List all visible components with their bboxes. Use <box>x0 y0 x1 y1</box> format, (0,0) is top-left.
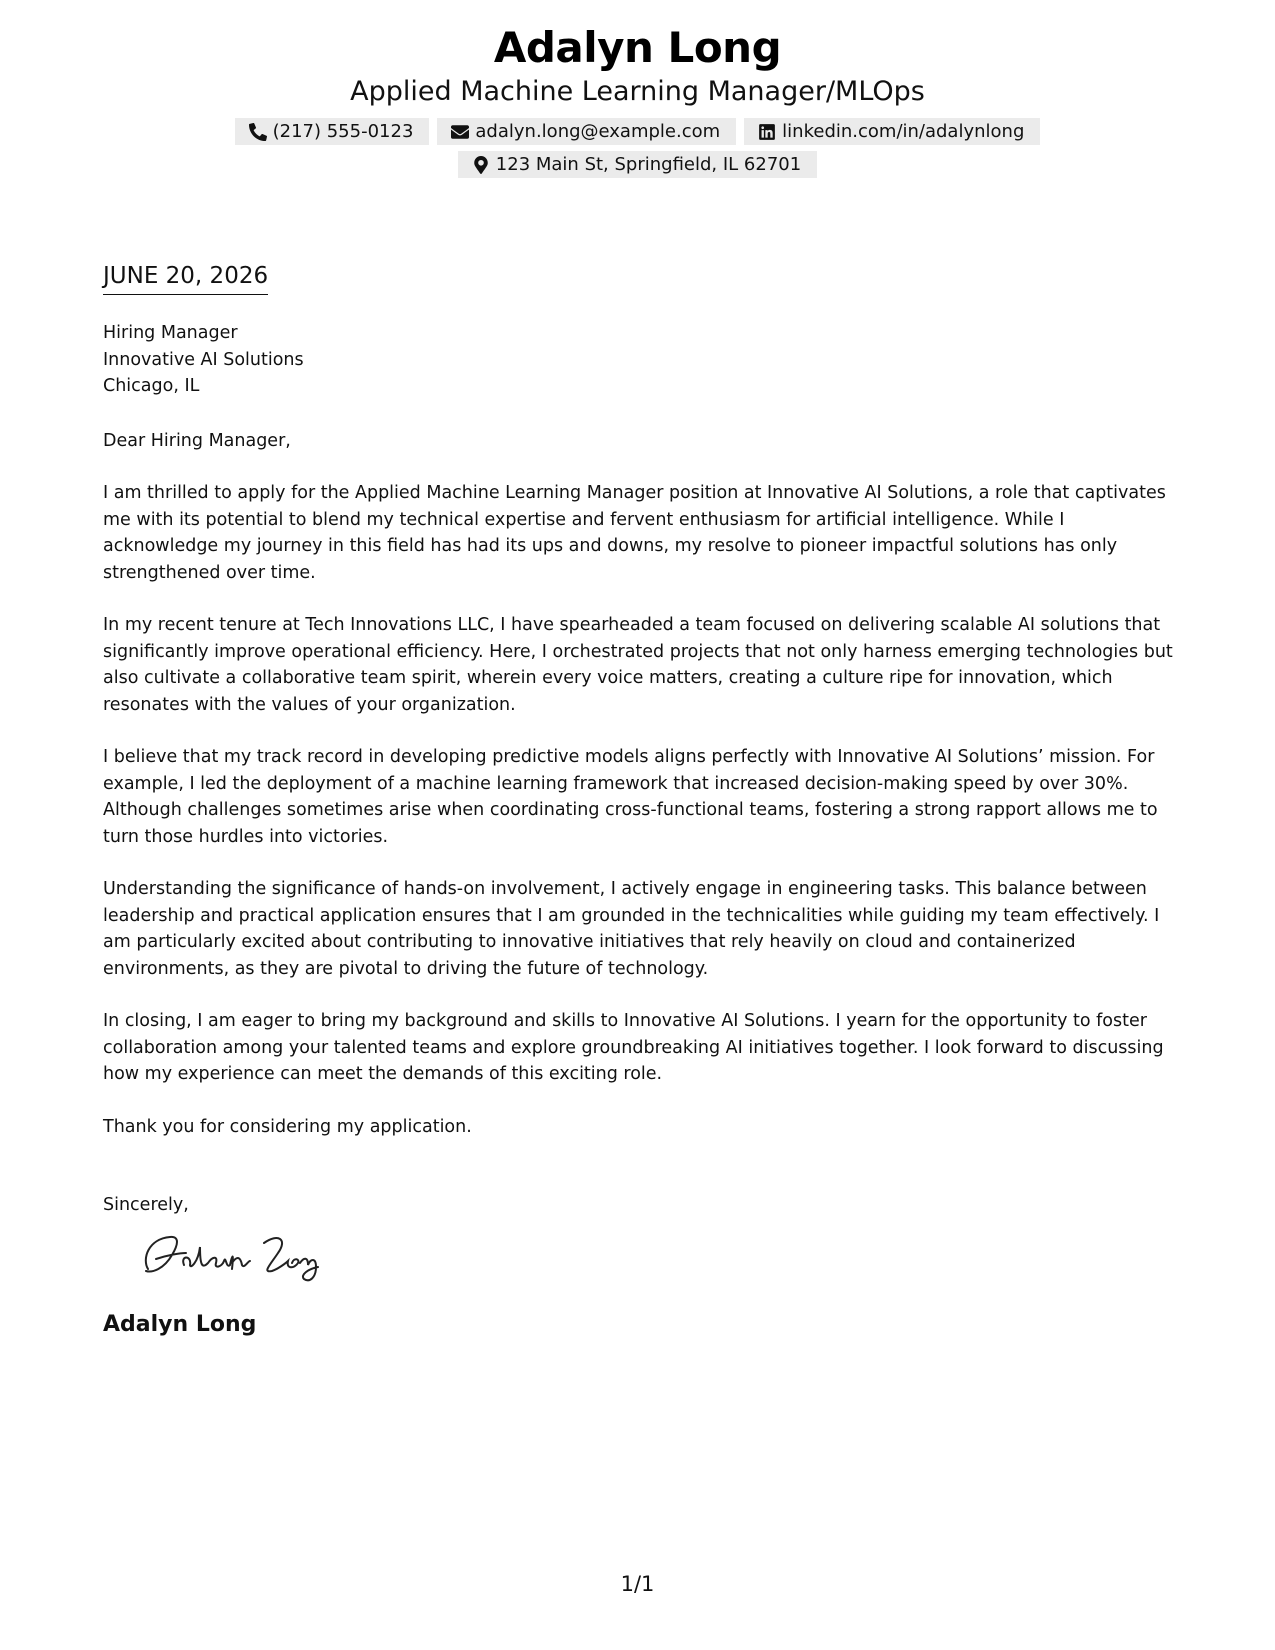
map-marker-icon <box>472 156 490 174</box>
handwritten-signature <box>128 1225 338 1285</box>
applicant-title: Applied Machine Learning Manager/MLOps <box>350 76 925 107</box>
page-number: 1/1 <box>620 1572 655 1596</box>
contact-row-primary <box>0 118 1275 145</box>
paragraph-2: In my recent tenure at Tech Innovations LLC, I have spearheaded a team focused on delivering scalable AI solutions that significantly improve operational efficiency. Here, I orchestrated projects that not only harness emerging technologies but also cultivate a collaborative team spirit, wherein every voice matters, creating a culture ripe for innovation, which resonates with the values of your organization. <box>103 615 1173 715</box>
address-text: 123 Main St, Springfield, IL 62701 <box>495 154 802 175</box>
email-text: adalyn.long@example.com <box>475 121 721 142</box>
salutation: Dear Hiring Manager, <box>103 430 291 451</box>
recipient-block <box>103 320 1178 400</box>
recipient-location: Chicago, IL <box>103 376 200 396</box>
applicant-name: Adalyn Long <box>493 23 782 72</box>
letter-header <box>0 22 1275 178</box>
contact-phone[interactable] <box>235 118 430 145</box>
linkedin-text: linkedin.com/in/adalynlong <box>782 121 1025 142</box>
recipient-name: Hiring Manager <box>103 323 238 343</box>
contact-linkedin[interactable] <box>744 118 1040 145</box>
phone-text: (217) 555-0123 <box>272 121 414 142</box>
letter-date: JUNE 20, 2026 <box>103 262 268 295</box>
contact-address <box>458 151 817 178</box>
recipient-company: Innovative AI Solutions <box>103 349 304 370</box>
letter-body <box>103 320 1178 1219</box>
paragraph-1: I am thrilled to apply for the Applied Machine Learning Manager position at Innovative AI Solutions, a role that captivates me with its potential to blend my technical expertise and fervent enthusiasm for artificial intelligence. While I acknowledge my journey in this field has had its ups and downs, my resolve to pioneer impactful solutions has only strengthened over time. <box>103 483 1166 583</box>
signer-name: Adalyn Long <box>103 1312 257 1337</box>
envelope-icon <box>451 123 469 141</box>
closing-thanks: Thank you for considering my application. <box>103 1116 472 1137</box>
phone-icon <box>249 123 267 141</box>
signoff: Sincerely, <box>103 1195 189 1215</box>
linkedin-icon <box>758 123 776 141</box>
letter-date-block <box>103 262 268 295</box>
paragraph-5: In closing, I am eager to bring my background and skills to Innovative AI Solutions. I yearn for the opportunity to foster collaboration among your talented teams and explore groundbreaking AI initiatives together. I look forward to discussing how my experience can meet the demands of this exciting role. <box>103 1011 1164 1084</box>
contact-row-secondary <box>0 151 1275 178</box>
contact-email[interactable] <box>437 118 736 145</box>
paragraph-4: Understanding the significance of hands-on involvement, I actively engage in engineering tasks. This balance between leadership and practical application ensures that I am grounded in the technicalities while guiding my team effectively. I am particularly excited about contributing to innovative initiatives that rely heavily on cloud and containerized environments, as they are pivotal to driving the future of technology. <box>103 879 1160 979</box>
paragraph-3: I believe that my track record in developing predictive models aligns perfectly with Innovative AI Solutions’ mission. For example, I led the deployment of a machine learning framework that increased decision-making speed by over 30%. Although challenges sometimes arise when coordinating cross-functional teams, fostering a strong rapport allows me to turn those hurdles into victories. <box>103 747 1158 847</box>
